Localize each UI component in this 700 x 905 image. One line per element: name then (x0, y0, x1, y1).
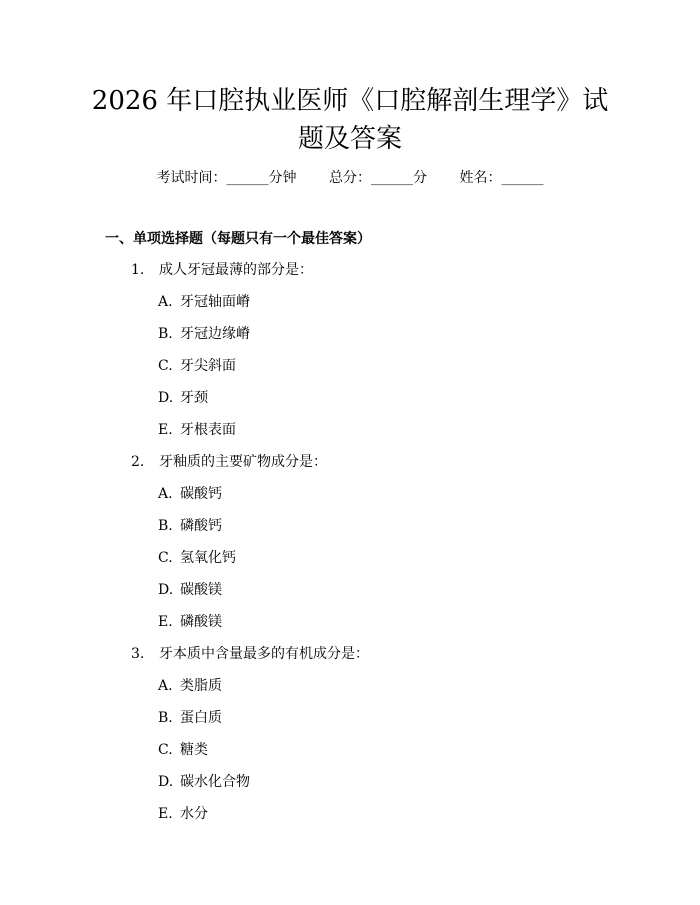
option-letter: D. (158, 774, 174, 790)
option-text: 磷酸镁 (180, 614, 222, 630)
question-3 (131, 644, 369, 664)
question-text: 牙本质中含量最多的有机成分是： (159, 646, 369, 662)
total-score-field: 总分：______分 (329, 170, 427, 186)
option-text: 水分 (180, 806, 208, 822)
option-letter: A. (158, 486, 173, 502)
option-text: 碳酸钙 (180, 486, 222, 502)
exam-meta (0, 168, 700, 188)
option-text: 碳水化合物 (180, 774, 250, 790)
question-text: 成人牙冠最薄的部分是： (159, 262, 313, 278)
q2-option-b (158, 516, 222, 536)
question-number: 1. (131, 262, 145, 278)
option-letter: B. (158, 326, 173, 342)
q3-option-d (158, 772, 250, 792)
option-letter: A. (158, 294, 173, 310)
q2-option-a (158, 484, 222, 504)
option-letter: E. (158, 422, 173, 438)
exam-time-field: 考试时间：______分钟 (156, 170, 297, 186)
q3-option-e (158, 804, 208, 824)
option-letter: D. (158, 582, 174, 598)
q1-option-e (158, 420, 236, 440)
q3-option-a (158, 676, 222, 696)
option-letter: C. (158, 358, 173, 374)
option-text: 牙根表面 (180, 422, 236, 438)
q2-option-e (158, 612, 222, 632)
q3-option-c (158, 740, 208, 760)
option-letter: E. (158, 806, 173, 822)
title-line-2: 题及答案 (297, 124, 402, 154)
question-number: 2. (131, 454, 145, 470)
option-letter: A. (158, 678, 173, 694)
document-title (90, 82, 610, 158)
option-letter: C. (158, 742, 173, 758)
option-text: 牙尖斜面 (180, 358, 236, 374)
q2-option-c (158, 548, 236, 568)
q1-option-a (158, 292, 250, 312)
option-letter: B. (158, 710, 173, 726)
option-text: 糖类 (180, 742, 208, 758)
option-text: 磷酸钙 (180, 518, 222, 534)
option-letter: E. (158, 614, 173, 630)
option-letter: C. (158, 550, 173, 566)
section-heading: 一、单项选择题（每题只有一个最佳答案） (105, 231, 371, 247)
option-text: 牙颈 (180, 390, 208, 406)
option-letter: B. (158, 518, 173, 534)
q1-option-d (158, 388, 208, 408)
q1-option-b (158, 324, 250, 344)
option-text: 牙冠轴面嵴 (180, 294, 250, 310)
question-text: 牙釉质的主要矿物成分是： (159, 454, 327, 470)
q3-option-b (158, 708, 222, 728)
option-text: 蛋白质 (180, 710, 222, 726)
option-text: 碳酸镁 (180, 582, 222, 598)
name-field: 姓名：______ (459, 170, 544, 186)
question-1 (131, 260, 313, 280)
option-text: 氢氧化钙 (180, 550, 236, 566)
question-number: 3. (131, 646, 145, 662)
option-letter: D. (158, 390, 174, 406)
q2-option-d (158, 580, 222, 600)
option-text: 类脂质 (180, 678, 222, 694)
title-line-1: 2026 年口腔执业医师《口腔解剖生理学》试 (91, 86, 609, 116)
question-2 (131, 452, 327, 472)
option-text: 牙冠边缘嵴 (180, 326, 250, 342)
q1-option-c (158, 356, 236, 376)
